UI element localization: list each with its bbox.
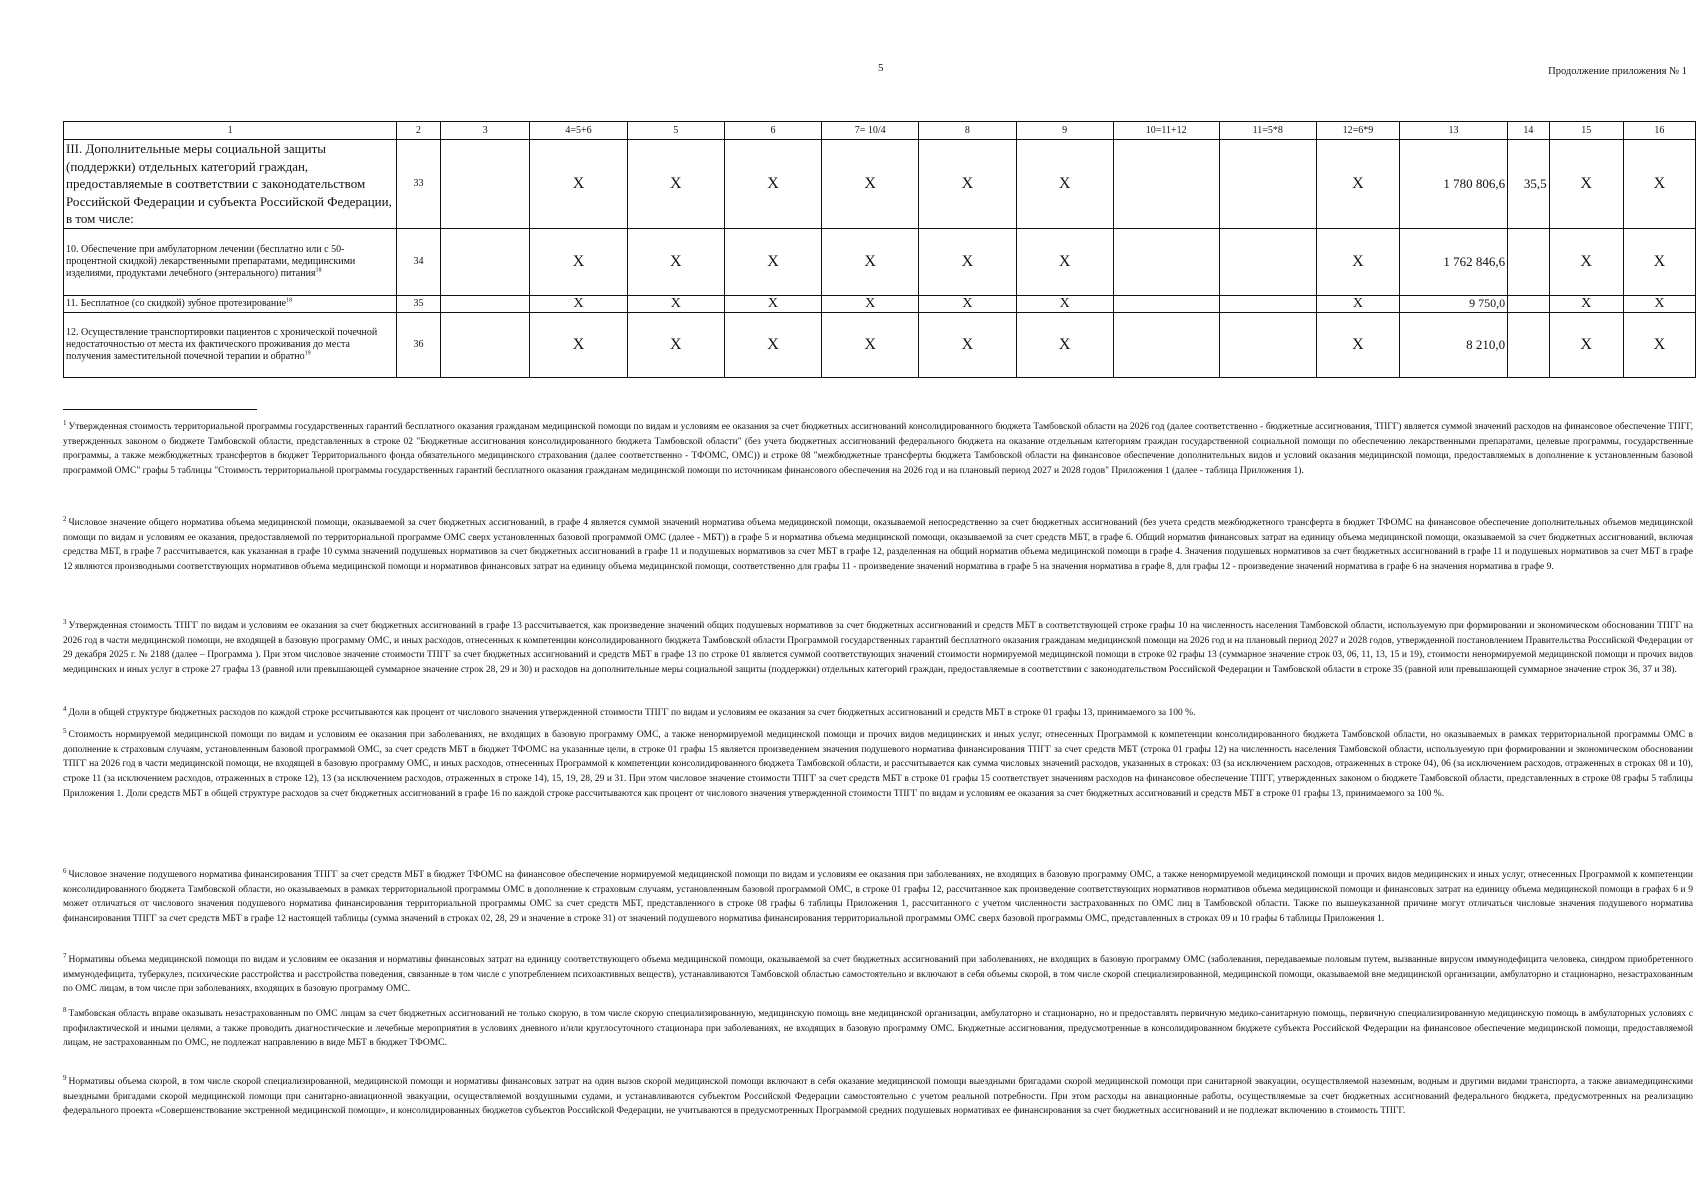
col-header-10: 10=11+12 (1113, 122, 1219, 140)
footnote-mark: 4 (63, 704, 67, 713)
cell-col-3 (440, 295, 530, 312)
footnote-mark: 6 (63, 866, 67, 875)
footnote (63, 868, 1693, 927)
cell-col-8: X (919, 228, 1016, 295)
cell-col-13: 9 750,0 (1399, 295, 1507, 312)
col-header-14: 14 (1508, 122, 1550, 140)
footnote-mark: 2 (63, 514, 67, 523)
row-number: 36 (397, 312, 441, 377)
footnote-mark: 1 (63, 418, 67, 427)
cell-col-9: X (1016, 312, 1113, 377)
col-header-6: 6 (724, 122, 821, 140)
cell-col-10 (1113, 228, 1219, 295)
footnote (63, 1007, 1693, 1051)
row-name-text: III. Дополнительные меры социальной защиты (поддержки) отдельных категорий граждан, предоставляемые в соответствии с законодательством Российской Федерации и субъекта Российской Федерации, в том числе: (66, 141, 392, 227)
column-header-row (64, 122, 1696, 140)
col-header-1: 1 (64, 122, 397, 140)
footnote (63, 1075, 1693, 1119)
row-name (64, 312, 397, 377)
budget-table (63, 121, 1696, 378)
row-name (64, 228, 397, 295)
cell-col-3 (440, 140, 530, 229)
cell-col-7: X (822, 140, 919, 229)
footnote-mark: 8 (63, 1005, 67, 1014)
footnote-mark: 5 (63, 726, 67, 735)
footnote-mark: 7 (63, 951, 67, 960)
cell-col-7: X (822, 228, 919, 295)
cell-col-4: X (530, 228, 627, 295)
continuation-label: Продолжение приложения № 1 (1548, 66, 1687, 77)
cell-col-15: X (1549, 140, 1623, 229)
cell-col-6: X (724, 228, 821, 295)
cell-col-6: X (724, 140, 821, 229)
cell-col-8: X (919, 295, 1016, 312)
cell-col-16: X (1623, 295, 1695, 312)
col-header-16: 16 (1623, 122, 1695, 140)
cell-col-11 (1219, 312, 1316, 377)
footnote-text: Числовое значение общего норматива объема медицинской помощи, оказываемой за счет бюджетных ассигнований, в графе 4 является суммой значений норматива объема медицинской помощи, оказываемой непосредственно за счет бюджетных ассигнований (без учета средств межбюджетного трансферта в бюджет ТФОМС на финансовое обеспечение дополнительных объемов медицинской помощи по видам и условиям ее оказания, предоставляемой по территориальной программе ОМС сверх установленных базовой программой ОМС (далее - МБТ)) в графе 5 и норматива объема медицинской помощи, оказываемой за счет средств МБТ, в графе 6. Общий норматив финансовых затрат на единицу объема медицинской помощи, оказываемой за счет бюджетных ассигнований, включая средства МБТ, в графе 7 рассчитывается, как указанная в графе 10 сумма значений подушевых нормативов за счет бюджетных ассигнований в графе 11 и подушевых нормативов за счет МБТ в графе 12, разделенная на общий норматив объема медицинской помощи в графе 4. Значения подушевых нормативов за счет бюджетных ассигнований в графе 11 и подушевых нормативов за счет МБТ в графе 12 являются производными соответствующих нормативов объема медицинской помощи и нормативов финансовых затрат на единицу объема медицинской помощи, соответственно для графы 11 - произведение значений норматива в графе 5 на значения норматива в графе 8, для графы 12 - произведение значений норматива в графе 6 на значения норматива в графе 9. (63, 518, 1693, 573)
footnote (63, 706, 1693, 721)
footnote-separator (63, 409, 257, 410)
cell-col-13: 8 210,0 (1399, 312, 1507, 377)
footnote (63, 728, 1693, 802)
cell-col-12: X (1316, 140, 1399, 229)
cell-col-4: X (530, 295, 627, 312)
cell-col-9: X (1016, 140, 1113, 229)
cell-col-16: X (1623, 140, 1695, 229)
footnote-text: Тамбовская область вправе оказывать незастрахованным по ОМС лицам за счет бюджетных ассигнований не только скорую, в том числе скорую специализированную, медицинскую помощь вне медицинской организации, амбулаторно и стационарно, но и предоставлять первичную медико-санитарную помощь, первичную специализированную медицинскую помощь в амбулаторных условиях с профилактической и иными целями, а также проводить диагностические и лечебные мероприятия в условиях дневного и/или круглосуточного стационара при заболеваниях, не входящих в базовую программу ОМС. Бюджетные ассигнования, предусмотренные в консолидированном бюджете субъекта Российской Федерации на финансовое обеспечение медицинской помощи, предоставляемой лицам, не застрахованным по ОМС, не подлежат направлению в виде МБТ в бюджет ТФОМС. (63, 1009, 1693, 1049)
cell-col-6: X (724, 312, 821, 377)
cell-col-11 (1219, 228, 1316, 295)
col-header-5: 5 (627, 122, 724, 140)
row-name-footnote: 19 (304, 350, 311, 357)
col-header-7: 7= 10/4 (822, 122, 919, 140)
cell-col-12: X (1316, 295, 1399, 312)
footnote-mark: 9 (63, 1073, 67, 1082)
cell-col-9: X (1016, 295, 1113, 312)
cell-col-15: X (1549, 228, 1623, 295)
row-name-text: 11. Бесплатное (со скидкой) зубное протезирование (66, 297, 287, 309)
table-row (64, 312, 1696, 377)
cell-col-14 (1508, 295, 1550, 312)
row-name-text: 10. Обеспечение при амбулаторном лечении (бесплатно или с 50-процентной скидкой) лекарственными препаратами, медицинскими изделиями, продуктами лечебного (энтерального) питания (66, 243, 356, 279)
col-header-9: 9 (1016, 122, 1113, 140)
footnote-text: Нормативы объема медицинской помощи по видам и условиям ее оказания и нормативы финансовых затрат на единицу соответствующего объема медицинской помощи, оказываемой за счет бюджетных ассигнований при заболеваниях, не входящих в базовую программу ОМС (заболевания, передаваемые половым путем, вызванные вирусом иммунодефицита человека, синдром приобретенного иммунодефицита, туберкулез, психические расстройства и расстройства поведения, связанные в том числе с употреблением психоактивных веществ), устанавливаются Тамбовской областью самостоятельно и включают в себя объемы скорой, в том числе скорой специализированной, медицинской помощи, оказываемой вне медицинской организации, амбулаторно и стационарно, незастрахованным по ОМС лицам, в том числе при заболеваниях, входящих в базовую программу ОМС. (63, 955, 1693, 995)
cell-col-5: X (627, 295, 724, 312)
cell-col-9: X (1016, 228, 1113, 295)
cell-col-11 (1219, 295, 1316, 312)
table-row (64, 228, 1696, 295)
col-header-3: 3 (440, 122, 530, 140)
cell-col-8: X (919, 140, 1016, 229)
footnote (63, 420, 1693, 479)
col-header-4: 4=5+6 (530, 122, 627, 140)
cell-col-10 (1113, 312, 1219, 377)
footnote-text: Стоимость нормируемой медицинской помощи по видам и условиям ее оказания при заболеваниях, не входящих в базовую программу ОМС, а также ненормируемой медицинской помощи и прочих видов медицинских и иных услуг, отнесенных Программой к компетенции консолидированного бюджета Тамбовской области, но оказываемых в рамках территориальной программы ОМС в дополнение к страховым случаям, установленным базовой программой ОМС, за счет средств МБТ в бюджет ТФОМС на указанные цели, в строке 01 графы 15 является произведением значения подушевого норматива финансирования ТПГГ за счет средств МБТ (строка 01 графы 12) на численность населения Тамбовской области, используемую при формировании и экономическом обосновании ТПГГ на 2026 год в части медицинской помощи, не входящей в базовую программу ОМС, и иных расходов, отнесенных Программой к компетенции консолидированного бюджета Тамбовской области, и рассчитывается как сумма числовых значений расходов, указанных в строках: 03 (за исключением расходов, отраженных в строке 04), 06 (за исключением расходов, отраженных в строках 08 и 10), строке 11 (за исключением расходов, отраженных в строке 12), 13 (за исключением расходов, отраженных в строке 14), 15, 19, 28, 29 и 31. При этом числовое значение стоимости ТПГГ за счет средств МБТ в строке 01 графы 15 соответствует значениям расходов на финансовое обеспечение ТПГГ, утвержденных законом о бюджете Тамбовской области, представленных в строке 08 графы 5 таблицы Приложения 1. Доли средств МБТ в общей структуре расходов за счет бюджетных ассигнований в графе 16 по каждой строке рассчитываются как процент от числового значения утвержденной стоимости ТПГГ по видам и условиям ее оказания за счет бюджетных ассигнований и средств МБТ в строке 01 графы 13, принимаемого за 100 %. (63, 730, 1693, 799)
row-name-text: 12. Осуществление транспортировки пациентов с хронической почечной недостаточностью от места их фактического проживания до места получения заместительной почечной терапии и обратно (66, 326, 378, 362)
row-name (64, 295, 397, 312)
footnote-mark: 3 (63, 617, 67, 626)
footnote-text: Числовое значение подушевого норматива финансирования ТПГГ за счет средств МБТ в бюджет ТФОМС на финансовое обеспечение нормируемой медицинской помощи по видам и условиям ее оказания при заболеваниях, не входящих в базовую программу ОМС, а также ненормируемой медицинской помощи и прочих видов медицинских и иных услуг, отнесенных Программой к компетенции консолидированного бюджета Тамбовской области, но оказываемых в рамках территориальной программы ОМС в дополнение к страховым случаям, установленным базовой программой ОМС, в строке 01 графы 12, рассчитанное как произведение соответствующих нормативов нормативов объема медицинской помощи и финансовых затрат на единицу объема медицинской помощи в графах 6 и 9 может отличаться от числового значения подушевого норматива финансирования территориальной программы ОМС за счет средств МБТ, представленного в строке 08 графы 6 таблицы Приложения 1, рассчитанного с учетом численности застрахованных по ОМС лиц в Тамбовской области. Также по вышеуказанной причине могут отличаться числовые значения подушевого норматива финансирования ТПГГ за счет средств МБТ в графе 12 настоящей таблицы (сумма значений в строках 02, 28, 29 и значение в строке 31) от значений подушевого норматива финансирования территориальной программы ОМС сверх базовой программы ОМС, представленных в строках 09 и 10 графы 6 таблицы Приложения 1. (63, 870, 1693, 925)
row-name-footnote: 18 (315, 267, 322, 274)
cell-col-5: X (627, 228, 724, 295)
page-number: 5 (878, 62, 884, 74)
cell-col-13: 1 780 806,6 (1399, 140, 1507, 229)
cell-col-7: X (822, 295, 919, 312)
footnote-text: Утвержденная стоимость ТПГГ по видам и условиям ее оказания за счет бюджетных ассигнований в графе 13 рассчитывается, как произведение значений общих подушевых нормативов за счет бюджетных ассигнований и средств МБТ в соответствующей строке графы 10 на численность населения Тамбовской области, используемую при формировании и экономическом обосновании ТПГГ на 2026 год в части медицинской помощи, не входящей в базовую программу ОМС, и иных расходов, отнесенных к компетенции консолидированного бюджета Тамбовской области Программой государственных гарантий бесплатного оказания гражданам медицинской помощи на 2026 год и на плановый период 2027 и 2028 годов, утвержденной постановлением Правительства Российской Федерации от 29 декабря 2025 г. № 2188 (далее – Программа ). При этом числовое значение стоимости ТПГГ за счет бюджетных ассигнований и средств МБТ в графе 13 по строке 01 является суммой соответствующих значений стоимости нормируемой медицинской помощи в строке 02 графы 13 (суммарное значение строк 03, 06, 11, 13, 15 и 19), стоимости ненормируемой медицинской помощи и прочих видов медицинских и иных услуг в строке 27 графы 13 (равной или превышающей суммарное значение строк 28, 29 и 30) и расходов на дополнительные меры социальной защиты (поддержки) отдельных категорий граждан, предоставляемые в соответствии с законодательством Российской Федерации и Тамбовской области в строке 35 (равной или превышающей суммарное значение строк 36, 37 и 38). (63, 621, 1693, 676)
cell-col-10 (1113, 140, 1219, 229)
cell-col-14 (1508, 312, 1550, 377)
cell-col-14: 35,5 (1508, 140, 1550, 229)
cell-col-12: X (1316, 312, 1399, 377)
table-row (64, 140, 1696, 229)
cell-col-13: 1 762 846,6 (1399, 228, 1507, 295)
col-header-11: 11=5*8 (1219, 122, 1316, 140)
row-number: 34 (397, 228, 441, 295)
cell-col-15: X (1549, 312, 1623, 377)
cell-col-10 (1113, 295, 1219, 312)
cell-col-16: X (1623, 228, 1695, 295)
footnote-text: Утвержденная стоимость территориальной программы государственных гарантий бесплатного оказания гражданам медицинской помощи по видам и условиям ее оказания за счет бюджетных ассигнований консолидированного бюджета Тамбовской области на 2026 год (далее соответственно - бюджетные ассигнования, ТПГГ) является суммой значений расходов на финансовое обеспечение ТПГГ, утвержденных законом о бюджете Тамбовской области, представленных в строке 02 "Бюджетные ассигнования консолидированного бюджета Тамбовской области" (без учета бюджетных ассигнований федерального бюджета на оказание отдельным категориям граждан государственной социальной помощи по обеспечению лекарственными препаратами, целевые программы, государственные программы, а также межбюджетных трансфертов в бюджет Территориального фонда обязательного медицинского страхования (далее соответственно - ТФОМС, ОМС)) и строке 08 "межбюджетные трансферты бюджета Тамбовской области на финансовое обеспечение дополнительных видов и условий оказания медицинской помощи, предоставляемых в дополнение к установленным базовой программой ОМС" графы 5 таблицы "Стоимость территориальной программы государственных гарантий бесплатного оказания гражданам медицинской помощи по источникам финансового обеспечения на 2026 год и на плановый период 2027 и 2028 годов" Приложения 1 (далее - таблица Приложения 1). (63, 422, 1693, 477)
cell-col-8: X (919, 312, 1016, 377)
cell-col-5: X (627, 312, 724, 377)
footnote-text: Нормативы объема скорой, в том числе скорой специализированной, медицинской помощи и нормативы финансовых затрат на один вызов скорой медицинской помощи включают в себя оказание медицинской помощи выездными бригадами скорой медицинской помощи при санитарной эвакуации, осуществляемой наземным, водным и другими видами транспорта, а также авиамедицинскими выездными бригадами скорой медицинской помощи при санитарно-авиационной эвакуации, осуществляемой воздушными судами, и устанавливаются субъектом Российской Федерации самостоятельно с учетом реальной потребности. При этом расходы на авиационные работы, осуществляемые за счет бюджетных ассигнований федерального бюджета, предусмотренных на реализацию федерального проекта «Совершенствование экстренной медицинской помощи», и консолидированных бюджетов субъектов Российской Федерации, не учитываются в предусмотренных Программой средних подушевых нормативах ее финансирования за счет бюджетных ассигнований и не подлежат включению в стоимость ТПГГ. (63, 1077, 1693, 1117)
row-number: 33 (397, 140, 441, 229)
cell-col-5: X (627, 140, 724, 229)
cell-col-3 (440, 312, 530, 377)
footnote (63, 516, 1693, 575)
row-number: 35 (397, 295, 441, 312)
table-row (64, 295, 1696, 312)
cell-col-4: X (530, 312, 627, 377)
cell-col-14 (1508, 228, 1550, 295)
cell-col-15: X (1549, 295, 1623, 312)
cell-col-3 (440, 228, 530, 295)
row-name (64, 140, 397, 229)
row-name-footnote: 18 (286, 297, 293, 304)
cell-col-12: X (1316, 228, 1399, 295)
col-header-13: 13 (1399, 122, 1507, 140)
col-header-8: 8 (919, 122, 1016, 140)
cell-col-4: X (530, 140, 627, 229)
footnote-text: Доли в общей структуре бюджетных расходов по каждой строке рссчитываются как процент от числового значения утвержденной стоимости ТПГГ по видам и условиям ее оказания за счет бюджетных ассигнований и средств МБТ в строке 01 графы 13, принимаемого за 100 %. (68, 708, 1196, 718)
cell-col-6: X (724, 295, 821, 312)
footnote (63, 953, 1693, 997)
col-header-2: 2 (397, 122, 441, 140)
cell-col-11 (1219, 140, 1316, 229)
col-header-12: 12=6*9 (1316, 122, 1399, 140)
cell-col-7: X (822, 312, 919, 377)
col-header-15: 15 (1549, 122, 1623, 140)
cell-col-16: X (1623, 312, 1695, 377)
footnote (63, 619, 1693, 678)
